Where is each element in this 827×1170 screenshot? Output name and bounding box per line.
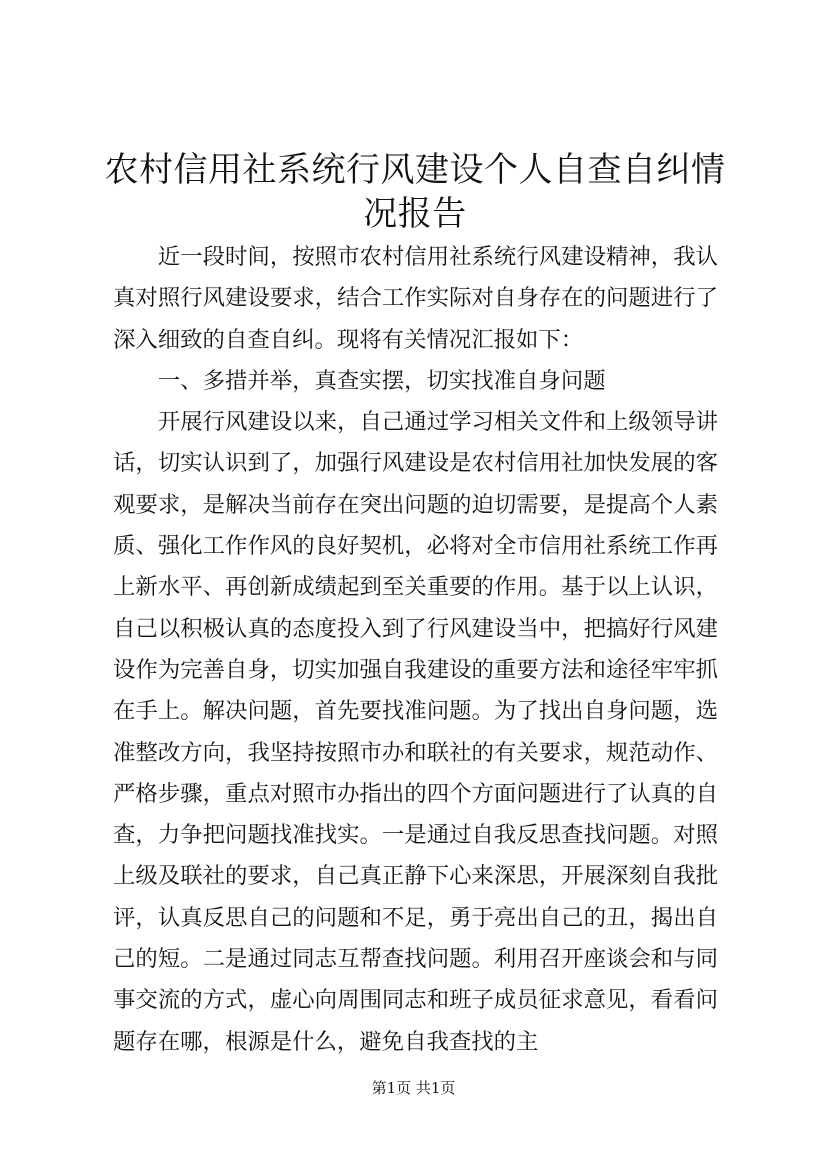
document-body bbox=[113, 237, 718, 1063]
document-title: 农村信用社系统行风建设个人自查自纠情况报告 bbox=[104, 150, 726, 234]
page-footer: 第1页 共1页 bbox=[371, 1079, 456, 1097]
body-paragraph: 开展行风建设以来，自己通过学习相关文件和上级领导讲话，切实认识到了，加强行风建设是农村信用社加快发展的客观要求，是解决当前存在突出问题的迫切需要，是提高个人素质、强化工作作风的良好契机，必将对全市信用社系统工作再上新水平、再创新成绩起到至关重要的作用。基于以上认识，自己以积极认真的态度投入到了行风建设当中，把搞好行风建设作为完善自身，切实加强自我建设的重要方法和途径牢牢抓在手上。解决问题，首先要找准问题。为了找出自身问题，选准整改方向，我坚持按照市办和联社的有关要求，规范动作、严格步骤，重点对照市办指出的四个方面问题进行了认真的自查，力争把问题找准找实。一是通过自我反思查找问题。对照上级及联社的要求，自己真正静下心来深思，开展深刻自我批评，认真反思自己的问题和不足，勇于亮出自己的丑，揭出自己的短。二是通过同志互帮查找问题。利用召开座谈会和与同事交流的方式，虚心向周围同志和班子成员征求意见，看看问题存在哪，根源是什么，避免自我查找的主 bbox=[113, 409, 718, 1055]
intro-paragraph: 近一段时间，按照市农村信用社系统行风建设精神，我认真对照行风建设要求，结合工作实际对自身存在的问题进行了深入细致的自查自纠。现将有关情况汇报如下： bbox=[113, 244, 718, 353]
section-heading: 一、多措并举，真查实摆，切实找准自身问题 bbox=[157, 367, 606, 394]
